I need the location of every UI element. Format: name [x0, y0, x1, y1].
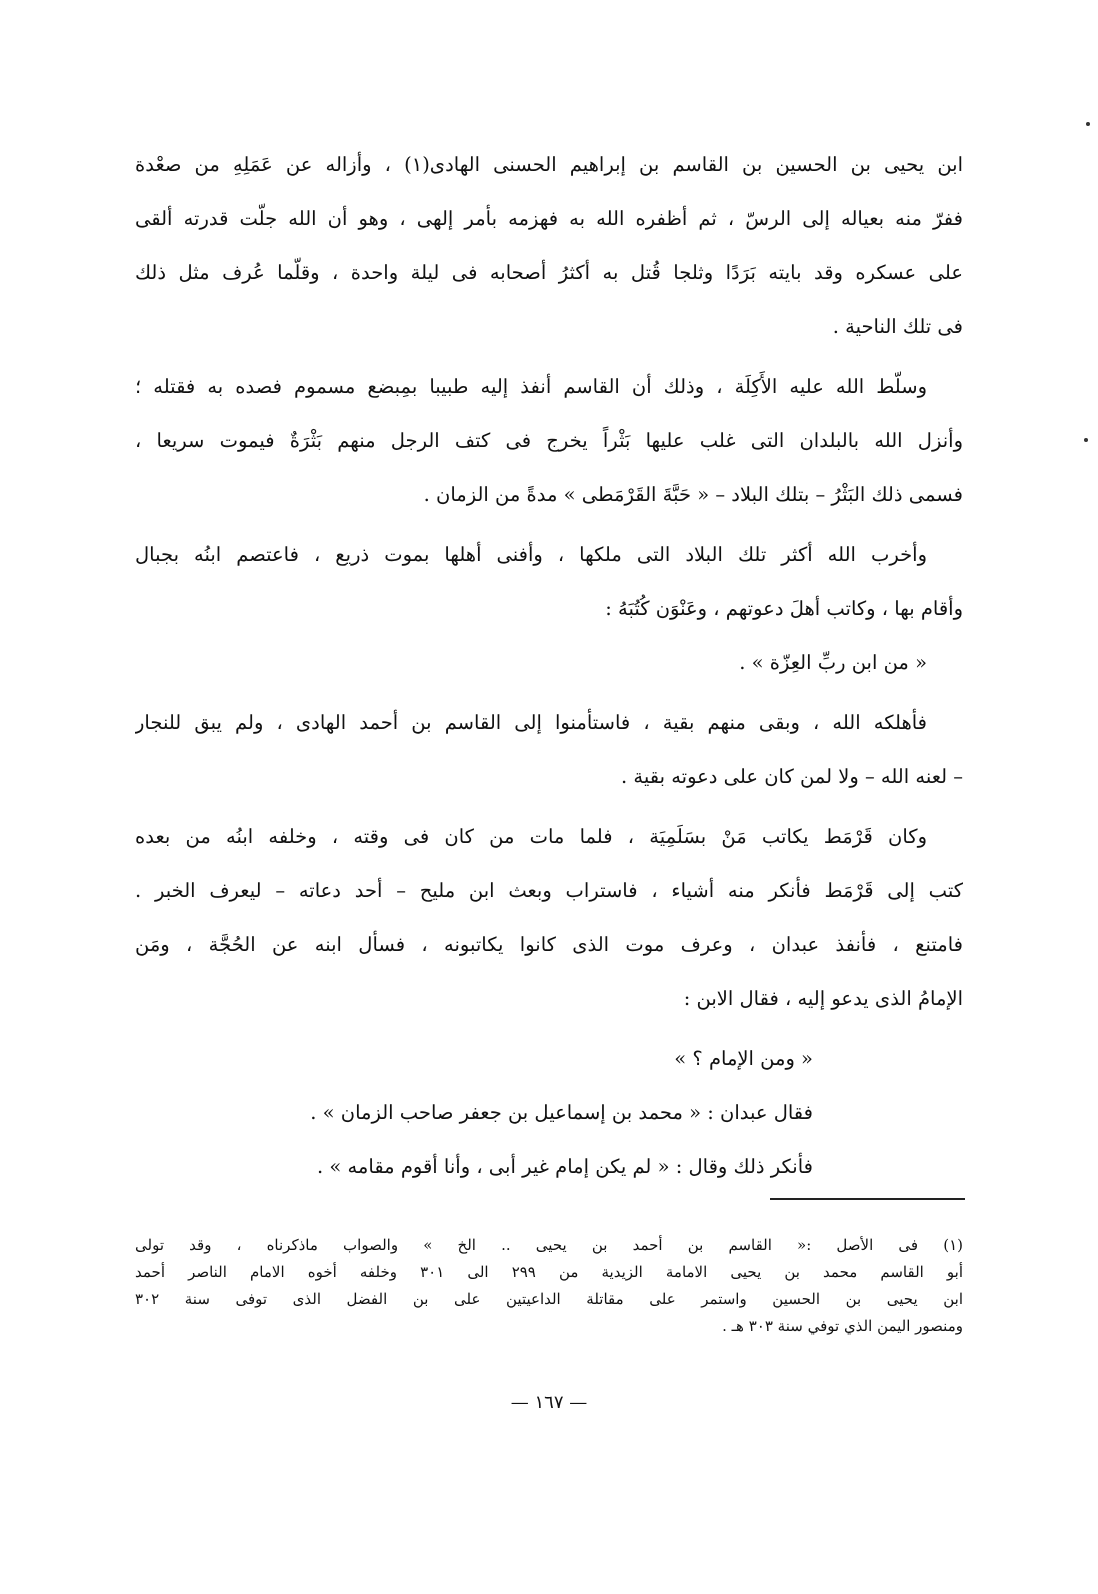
- text-line-16: الإمامُ الذى يدعو إليه ، فقال الابن :: [683, 987, 963, 1010]
- text-line-14: كتب إلى قَرْمَط فأنكر منه أشياء ، فاستراب وبعث ابن مليح – أحد دعاته – ليعرف الخبر .: [135, 879, 963, 902]
- text-line-7: فسمى ذلك البَثْرُ – بتلك البلاد – « حَبَّةَ القَرْمَطى » مدةً من الزمان .: [423, 483, 963, 506]
- text-line-2: ففرّ منه بعياله إلى الرسّ ، ثم أظفره الله به فهزمه بأمر إلهى ، وهو أن الله جلّت قدرته ألقى: [135, 207, 963, 230]
- text-line-5: وسلّط الله عليه الأَكِلَة ، وذلك أن القاسم أنفذ إليه طبيبا بمِبضع مسموم فصده به فقتله ؛: [135, 375, 927, 398]
- footnote-line-1: (١) فى الأصل :« القاسم بن أحمد بن يحيى .. الخ » والصواب ماذكرناه ، وقد تولى: [135, 1236, 963, 1254]
- text-line-9: وأقام بها ، وكاتب أهلَ دعوتهم ، وعَنْوَن كُتُبَهُ :: [605, 597, 963, 620]
- text-line-17: « ومن الإمام ؟ »: [674, 1047, 813, 1070]
- footnote-line-2: أبو القاسم محمد بن يحيى الامامة الزيدية من ٢٩٩ الى ٣٠١ وخلفه أخوه الامام الناصر أحمد: [135, 1263, 963, 1281]
- main-text: [135, 138, 963, 1194]
- text-line-18: فقال عبدان : « محمد بن إسماعيل بن جعفر صاحب الزمان » .: [310, 1101, 813, 1124]
- text-line-12: – لعنه الله – ولا لمن كان على دعوته بقية .: [620, 765, 963, 788]
- page-number: — ١٦٧ —: [510, 1392, 588, 1413]
- footnote-line-3: ابن يحيى بن الحسين واستمر على مقاتلة الداعيتين على بن الفضل الذى توفى سنة ٣٠٢: [135, 1290, 963, 1308]
- scan-speck: [1086, 122, 1090, 126]
- text-line-8: وأخرب الله أكثر تلك البلاد التى ملكها ، وأفنى أهلها بموت ذريع ، فاعتصم ابنُه بجبال: [135, 543, 927, 566]
- footnote: [135, 1232, 963, 1340]
- text-line-1: ابن يحيى بن الحسين بن القاسم بن إبراهيم الحسنى الهادى(١) ، وأزاله عن عَمَلِهِ من صعْدة: [135, 153, 963, 176]
- scan-speck: [1084, 438, 1088, 442]
- text-line-11: فأهلكه الله ، وبقى منهم بقية ، فاستأمنوا إلى القاسم بن أحمد الهادى ، ولم يبق للنجار: [135, 711, 927, 734]
- footnote-line-4: ومنصور اليمن الذي توفي سنة ٣٠٣ هـ .: [722, 1317, 963, 1335]
- text-line-15: فامتنع ، فأنفذ عبدان ، وعرف موت الذى كانوا يكاتبونه ، فسأل ابنه عن الحُجَّة ، ومَن: [135, 933, 963, 956]
- text-line-4: فى تلك الناحية .: [832, 315, 963, 338]
- text-line-13: وكان قَرْمَط يكاتب مَنْ بسَلَمِيَة ، فلما مات من كان فى وقته ، وخلفه ابنُه من بعده: [135, 825, 927, 848]
- footnote-separator: [770, 1198, 965, 1200]
- text-line-10: « من ابن ربِّ العِزّة » .: [739, 651, 927, 674]
- text-line-19: فأنكر ذلك وقال : « لم يكن إمام غير أبى ، وأنا أقوم مقامه » .: [316, 1155, 813, 1178]
- text-line-6: وأنزل الله بالبلدان التى غلب عليها بَثْراً يخرج فى كتف الرجل منهم بَثْرَةٌ فيموت سريعا ،: [135, 429, 963, 452]
- text-line-3: على عسكره وقد بايته بَرَدًا وثلجا قُتل به أكثرُ أصحابه فى ليلة واحدة ، وقلّما عُرف مثل ذلك: [135, 261, 963, 284]
